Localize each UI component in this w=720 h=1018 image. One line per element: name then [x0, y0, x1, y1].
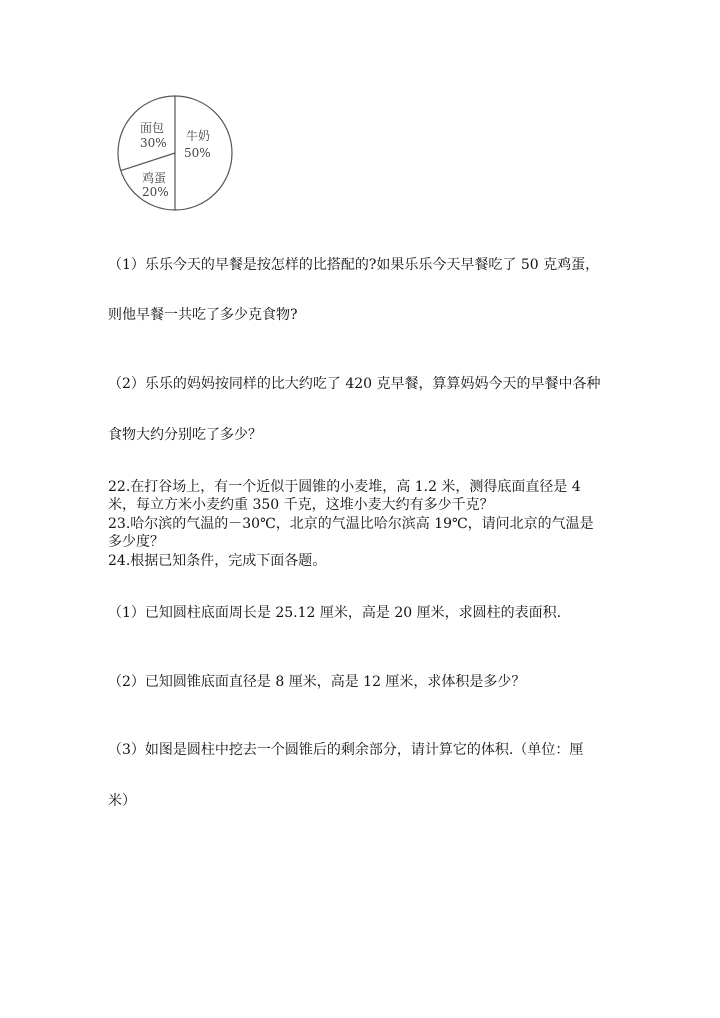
q21-part1-line2: 则他早餐一共吃了多少克食物? [108, 307, 298, 323]
breakfast-pie-chart [114, 92, 238, 216]
slice-percent-bread: 30% [140, 136, 167, 150]
slice-label-bread: 面包 [140, 121, 165, 135]
slice-percent-egg: 20% [142, 185, 169, 199]
slice-label-egg: 鸡蛋 [142, 171, 167, 185]
q24-title: 24.根据已知条件，完成下面各题。 [108, 553, 327, 569]
q24-part1: （1）已知圆柱底面周长是 25.12 厘米，高是 20 厘米，求圆柱的表面积. [108, 605, 562, 621]
q21-part2-line2: 食物大约分别吃了多少？ [108, 427, 262, 443]
q22-line2: 米，每立方米小麦约重 350 千克，这堆小麦大约有多少千克？ [108, 497, 494, 513]
q24-part2: （2）已知圆锥底面直径是 8 厘米，高是 12 厘米，求体积是多少？ [108, 674, 526, 690]
q24-part3-line2: 米） [108, 793, 136, 809]
q21-part1-line1: （1）乐乐今天的早餐是按怎样的比搭配的?如果乐乐今天早餐吃了 50 克鸡蛋， [108, 257, 600, 273]
slice-label-milk: 牛奶 [186, 129, 211, 143]
q23-line1: 23.哈尔滨的气温的－30℃，北京的气温比哈尔滨高 19℃，请问北京的气温是 [108, 516, 594, 532]
pie-divider-left [121, 153, 175, 171]
q21-part2-line1: （2）乐乐的妈妈按同样的比大约吃了 420 克早餐，算算妈妈今天的早餐中各种 [108, 376, 601, 392]
q24-part3-line1: （3）如图是圆柱中挖去一个圆锥后的剩余部分，请计算它的体积.（单位：厘 [108, 742, 584, 758]
q22-line1: 22.在打谷场上，有一个近似于圆锥的小麦堆，高 1.2 米，测得底面直径是 4 [108, 479, 581, 495]
slice-percent-milk: 50% [184, 146, 211, 160]
q23-line2: 多少度？ [108, 534, 164, 550]
